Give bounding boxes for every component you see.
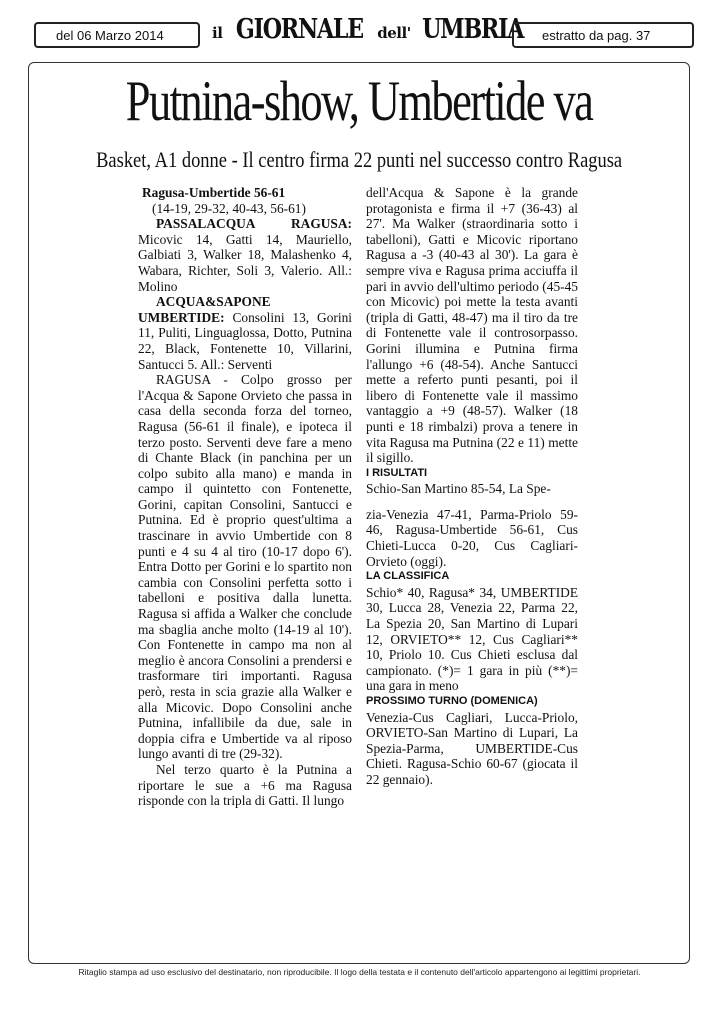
results-title: I RISULTATI (366, 466, 428, 479)
footer-disclaimer: Ritaglio stampa ad uso esclusivo del destinatario, non riproducibile. Il logo della testata e il contenuto dell'articolo appartengono ai legittimi proprietari. (78, 967, 641, 977)
date-box (34, 22, 200, 48)
newspaper-masthead (212, 14, 523, 45)
team1-lineup (138, 216, 352, 294)
masthead-umbria: UMBRIA (421, 14, 523, 45)
match-score: Ragusa-Umbertide 56-61 (142, 185, 286, 200)
article-body-2: Nel terzo quarto è la Putnina a riportare le sue a +6 ma Ragusa risponde con la tripla di Gatti. Il lungo (138, 761, 352, 809)
page-reference-box (512, 22, 694, 48)
team1-name: PASSALACQUA RAGUSA: (156, 216, 352, 232)
page-reference: estratto da pag. 37 (542, 27, 651, 43)
results-line-1: Schio-San Martino 85-54, La Spe- (366, 481, 551, 497)
article-column-right (366, 185, 578, 788)
standings-title: LA CLASSIFICA (366, 570, 450, 583)
masthead-giornale: GIORNALE (236, 14, 364, 45)
subheadline: Basket, A1 donne - Il centro firma 22 punti nel successo contro Ragusa (95, 147, 623, 172)
next-round-text: Venezia-Cus Cagliari, Lucca-Priolo, ORVIETO-San Martino di Lupari, La Spezia-Parma, UMBERTIDE-Cus Chieti. Ragusa-Schio 60-67 (giocata il 22 gennaio). (366, 709, 578, 787)
article-body-3: dell'Acqua & Sapone è la grande protagonista e firma il +7 (36-43) al 27'. Ma Walker (straordinaria sotto i tabelloni), Gatti e Micovic riportano Ragusa a -3 (40-43 al 30'). La gara è sempre viva e Ragusa prima acciuffa il pari in avvio dell'ultimo periodo (45-45 con Micovic) poi mette la testa avanti (tripla di Gatti, 48-47) ma il tiro da tre di Fontenette vale il controsorpasso. Gorini illumina e Putnina firma l'allungo +6 (48-54). Anche Santucci mette a referto punti pesanti, poi il libero di Fontenette vale il massimo vantaggio a +9 (48-57). Walker (18 punti e 18 rimbalzi) prova a tenere in vita Ragusa ma Putnina (22 e 11) mette il sigillo. (366, 185, 578, 466)
team2-lineup (138, 294, 352, 372)
article-frame (28, 62, 690, 964)
article-column-left (138, 185, 352, 809)
headline: Putnina-show, Umbertide va (125, 70, 593, 133)
masthead-dell: dell' (377, 24, 411, 42)
masthead-il: il (212, 24, 223, 42)
standings-text: Schio* 40, Ragusa* 34, UMBERTIDE 30, Lucca 28, Venezia 22, Parma 22, La Spezia 20, San Martino di Lupari 12, ORVIETO** 12, Cus Cagliari** 10, Priolo 10. Cus Chieti esclusa dal campionato. (*)= 1 gara in più (**)= una gara in meno (366, 584, 578, 694)
date-label: del 06 Marzo 2014 (56, 27, 164, 43)
team1-players: Micovic 14, Gatti 14, Mauriello, Galbiati 3, Walker 18, Malashenko 4, Wabara, Richter, Soli 3, Valerio. All.: Molino (138, 231, 352, 294)
team2-name: ACQUA&SAPONE UMBERTIDE: (138, 294, 271, 325)
team2-players: Consolini 13, Gorini 11, Puliti, Linguaglossa, Dotto, Putnina 22, Black, Fontenette 10, Villarini, Santucci 5. All.: Serventi (138, 309, 352, 372)
results-line-2: zia-Venezia 47-41, Parma-Priolo 59-46, Ragusa-Umbertide 56-61, Cus Chieti-Lucca 0-20, Cus Cagliari-Orvieto (oggi). (366, 506, 578, 569)
article-body-1: RAGUSA - Colpo grosso per l'Acqua & Sapone Orvieto che passa in casa della seconda forza del torneo, Ragusa (56-61 il finale), e ipoteca il terzo posto. Serventi deve fare a meno di Chante Black (in panchina per un colpo subito alla mano) e manda in campo il quintetto con Fontenette, Gorini, capitan Consolini, Santucci e Putnina. Ed è proprio quest'ultima a trascinare in avvio Umbertide con 8 punti e 4 su 4 al tiro (10-17 dopo 6'). Entra Dotto per Gorini e lo spartito non cambia con Consolini perfetta sotto i tabelloni e positiva dalla lunetta. Ragusa si affida a Walker che conclude ma sbaglia anche molto (14-19 al 10'). Con Fontenette in campo ma non al meglio è ancora Consolini a prendersi e trasformare tiri importanti. Ragusa però, resta in scia grazie alla Walker e alla Micovic. Dopo Consolini anche Putnina, infallibile da due, sale in doppia cifra e Umbertide va al riposo lungo avanti di tre (29-32). (138, 372, 352, 762)
next-round-title: PROSSIMO TURNO (DOMENICA) (366, 695, 538, 707)
quarter-scores: (14-19, 29-32, 40-43, 56-61) (152, 200, 306, 216)
